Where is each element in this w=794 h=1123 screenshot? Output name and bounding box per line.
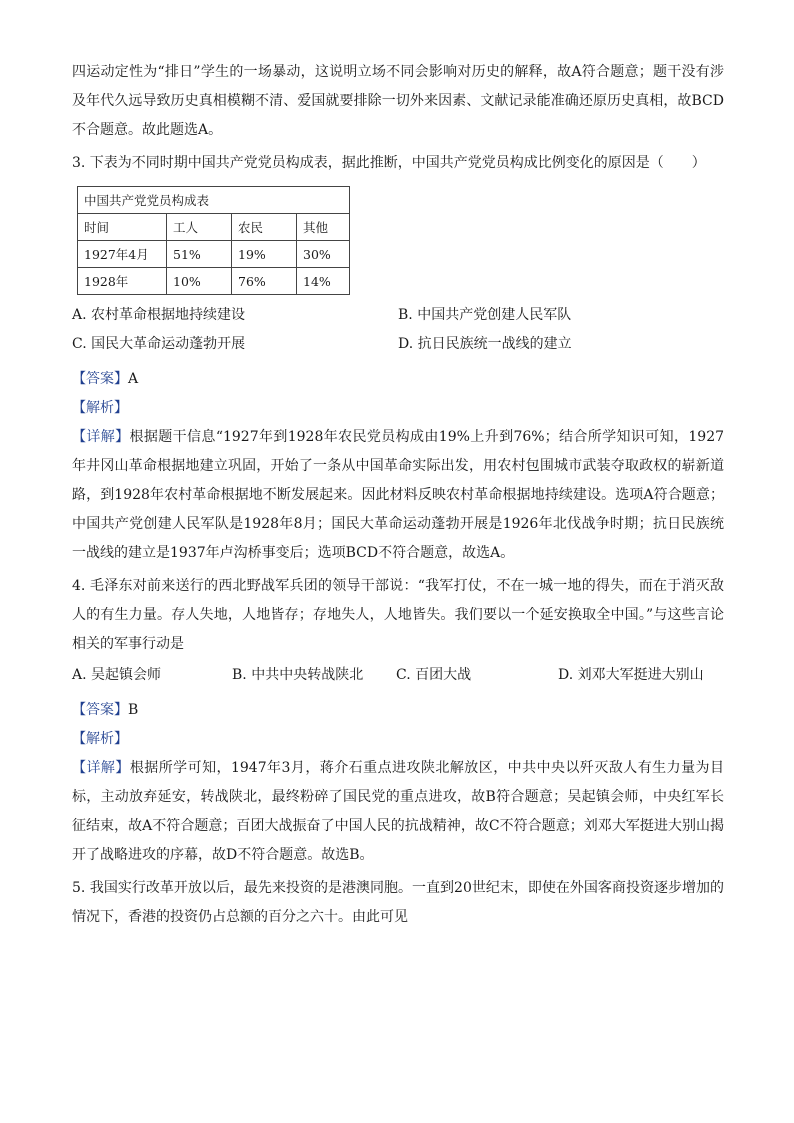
option-d: D. 刘邓大军挺进大别山 <box>558 667 704 683</box>
table-cell: 51% <box>167 241 232 268</box>
analysis-label: 【解析】 <box>72 400 128 416</box>
question-4-answer <box>72 696 724 725</box>
table-caption-row <box>78 187 350 214</box>
table-cell: 1927年4月 <box>78 241 167 268</box>
party-membership-table <box>77 186 350 295</box>
question-3-answer <box>72 365 724 394</box>
table-cell: 19% <box>232 241 297 268</box>
question-3-analysis-label <box>72 394 724 423</box>
option-a: A. 农村革命根据地持续建设 <box>72 307 246 323</box>
table-header: 其他 <box>297 214 350 241</box>
table-header: 工人 <box>167 214 232 241</box>
option-b: B. 中共中央转战陕北 <box>232 667 364 683</box>
detail-text: 根据所学可知，1947年3月，蒋介石重点进攻陕北解放区，中共中央以歼灭敌人有生力量为目标，主动放弃延安，转战陕北，最终粉碎了国民党的重点进攻，故B符合题意；吴起镇会师，中央红军长征结束，故A不符合题意；百团大战振奋了中国人民的抗战精神，故C不符合题意；刘邓大军挺进大别山揭开了战略进攻的序幕，故D不符合题意。故选B。 <box>72 760 724 863</box>
table-cell: 1928年 <box>78 268 167 295</box>
option-c: C. 国民大革命运动蓬勃开展 <box>72 336 246 352</box>
option-b: B. 中国共产党创建人民军队 <box>398 307 572 323</box>
question-3-stem: 3. 下表为不同时期中国共产党党员构成表，据此推断，中国共产党党员构成比例变化的原因是（ ） <box>72 155 706 171</box>
option-a: A. 吴起镇会师 <box>72 667 162 683</box>
table-header-row <box>78 214 350 241</box>
table-cell: 10% <box>167 268 232 295</box>
answer-label: 【答案】 <box>72 702 128 718</box>
table-cell: 14% <box>297 268 350 295</box>
table-cell: 76% <box>232 268 297 295</box>
table-cell: 30% <box>297 241 350 268</box>
question-4-options <box>72 661 724 690</box>
table-header: 农民 <box>232 214 297 241</box>
option-c: C. 百团大战 <box>396 667 472 683</box>
question-4-stem: 4. 毛泽东对前来送行的西北野战军兵团的领导干部说：“我军打仗，不在一城一地的得失，而在于消灭敌人的有生力量。存人失地，人地皆存；存地失人，人地皆失。我们要以一个延安换取全中国。”与这些言论相关的军事行动是 <box>72 578 724 652</box>
analysis-label: 【解析】 <box>72 731 128 747</box>
exam-page <box>72 58 724 932</box>
question-3-options <box>72 301 724 359</box>
detail-label: 【详解】 <box>72 760 130 776</box>
table-row <box>78 268 350 295</box>
question-4-detail <box>72 754 724 870</box>
answer-value: B <box>128 702 139 718</box>
question-3-detail <box>72 423 724 568</box>
table-caption: 中国共产党党员构成表 <box>78 187 350 214</box>
answer-value: A <box>128 371 139 387</box>
detail-text: 根据题干信息“1927年到1928年农民党员构成由19%上升到76%；结合所学知识可知，1927年井冈山革命根据地建立巩固，开始了一条从中国革命实际出发，用农村包围城市武装夺取政权的崭新道路，到1928年农村革命根据地不断发展起来。因此材料反映农村革命根据地持续建设。选项A符合题意；中国共产党创建人民军队是1928年8月；国民大革命运动蓬勃开展是1926年北伐战争时期；抗日民族统一战线的建立是1937年卢沟桥事变后；选项BCD不符合题意，故选A。 <box>72 429 725 561</box>
option-d: D. 抗日民族统一战线的建立 <box>398 336 572 352</box>
table-header: 时间 <box>78 214 167 241</box>
question-5-stem: 5. 我国实行改革开放以后，最先来投资的是港澳同胞。一直到20世纪末，即使在外国客商投资逐步增加的情况下，香港的投资仍占总额的百分之六十。由此可见 <box>72 880 724 925</box>
answer-label: 【答案】 <box>72 371 128 387</box>
question-4-analysis-label <box>72 725 724 754</box>
table-row <box>78 241 350 268</box>
detail-label: 【详解】 <box>72 429 130 445</box>
intro-paragraph: 四运动定性为“排日”学生的一场暴动，这说明立场不同会影响对历史的解释，故A符合题意；题干没有涉及年代久远导致历史真相模糊不清、爱国就要排除一切外来因素、文献记录能准确还原历史真相，故BCD不合题意。故此题选A。 <box>72 64 724 138</box>
